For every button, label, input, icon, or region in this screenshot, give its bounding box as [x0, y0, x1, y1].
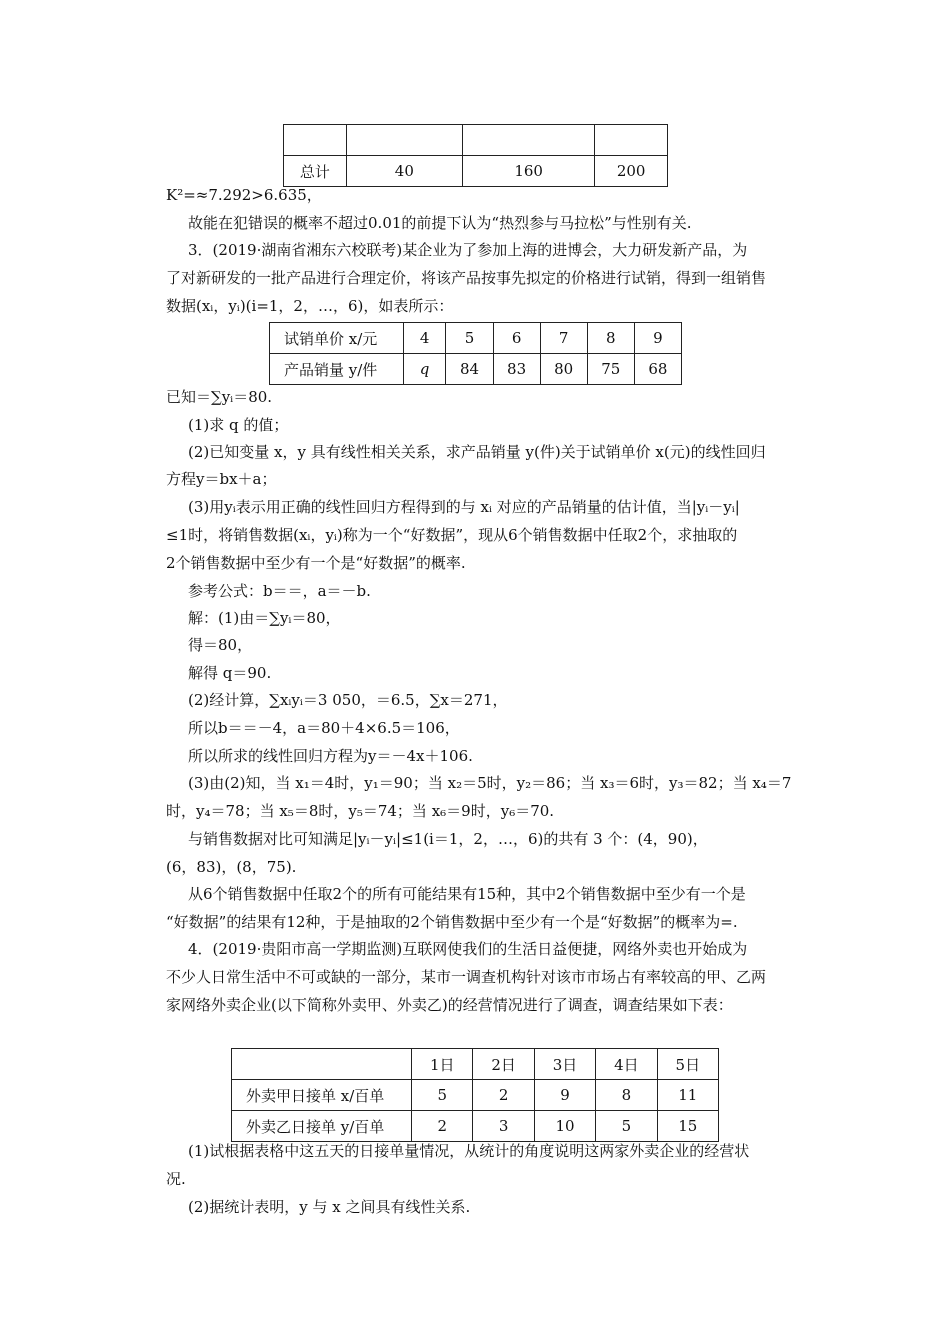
table-cell: 7 [540, 323, 587, 354]
solution-line: (6，83)，(8，75). [166, 858, 297, 876]
table-cell: 2 [473, 1080, 534, 1111]
problem4-question-1-line2: 况. [166, 1170, 186, 1188]
problem4-intro-line1: 4．(2019·贵阳市高一学期监测)互联网使我们的生活日益便捷，网络外卖也开始成为 [188, 940, 748, 958]
table-row-label: 外卖乙日接单 y/百单 [232, 1111, 412, 1142]
table-header-cell: 4日 [596, 1049, 657, 1080]
table-row [284, 125, 668, 156]
problem4-question-2: (2)据统计表明，y 与 x 之间具有线性关系. [188, 1198, 471, 1216]
reference-formula: 参考公式：b＝＝，a＝－b. [188, 582, 371, 600]
solution-line: 所以b＝＝－4，a＝80＋4×6.5＝106， [188, 719, 460, 737]
table-cell: 8 [596, 1080, 657, 1111]
solution-line: 时，y₄＝78；当 x₅＝8时，y₅＝74；当 x₆＝9时，y₆＝70. [166, 802, 555, 820]
conclusion-text: 故能在犯错误的概率不超过0.01的前提下认为“热烈参与马拉松”与性别有关. [188, 214, 692, 232]
question-3-line2: ≤1时，将销售数据(xᵢ，yᵢ)称为一个“好数据”，现从6个销售数据中任取2个，求抽取的 [166, 526, 738, 544]
table-cell: q [403, 354, 446, 385]
problem3-intro-line3: 数据(xᵢ，yᵢ)(i=1，2，…，6)，如表所示： [166, 297, 454, 315]
table-cell: 3 [473, 1111, 534, 1142]
table-cell: 10 [534, 1111, 595, 1142]
question-2-line2: 方程y＝bx＋a； [166, 470, 277, 488]
table-cell: 68 [634, 354, 681, 385]
table-header-cell: 3日 [534, 1049, 595, 1080]
question-3-line3: 2个销售数据中至少有一个是“好数据”的概率. [166, 554, 466, 572]
problem4-question-1-line1: (1)试根据表格中这五天的日接单量情况，从统计的角度说明这两家外卖企业的经营状 [188, 1142, 750, 1160]
table-cell: 5 [596, 1111, 657, 1142]
table-header-cell: 5日 [657, 1049, 718, 1080]
table-cell: 15 [657, 1111, 718, 1142]
k2-statistic: K²=≈7.292>6.635， [166, 186, 322, 204]
solution-line: 从6个销售数据中任取2个的所有可能结果有15种，其中2个销售数据中至少有一个是 [188, 885, 746, 903]
solution-line: 与销售数据对比可知满足|yᵢ－yᵢ|≤1(i＝1，2，…，6)的共有 3 个：(4，90)， [188, 830, 708, 848]
table-row [270, 323, 682, 354]
table-cell: 200 [595, 156, 668, 187]
table-cell: 2 [412, 1111, 473, 1142]
table-cell: 4 [403, 323, 446, 354]
table-row [284, 156, 668, 187]
given-sum: 已知＝∑yᵢ＝80. [166, 388, 273, 406]
table-header-cell: 2日 [473, 1049, 534, 1080]
problem3-intro-line1: 3．(2019·湖南省湘东六校联考)某企业为了参加上海的进博会，大力研发新产品，为 [188, 241, 748, 259]
table-cell: 160 [463, 156, 595, 187]
question-1: (1)求 q 的值； [188, 416, 289, 434]
problem3-intro-line2: 了对新研发的一批产品进行合理定价，将该产品按事先拟定的价格进行试销，得到一组销售 [166, 269, 767, 287]
table-row-label: 产品销量 y/件 [270, 354, 404, 385]
table-cell: 84 [446, 354, 493, 385]
table-cell: 80 [540, 354, 587, 385]
table-cell: 5 [446, 323, 493, 354]
problem4-intro-line3: 家网络外卖企业(以下简称外卖甲、外卖乙)的经营情况进行了调查，调查结果如下表： [166, 996, 733, 1014]
solution-line: 得＝80， [188, 636, 253, 654]
table-cell: 75 [587, 354, 634, 385]
table-cell: 9 [634, 323, 681, 354]
solution-line: 解：(1)由＝∑yᵢ＝80， [188, 609, 341, 627]
table-cell: 总计 [284, 156, 347, 187]
delivery-orders-table [231, 1048, 719, 1142]
problem4-intro-line2: 不少人日常生活中不可或缺的一部分，某市一调查机构针对该市市场占有率较高的甲、乙两 [166, 968, 767, 986]
table-header-cell: 1日 [412, 1049, 473, 1080]
solution-line: (2)经计算，∑xᵢyᵢ＝3 050，＝6.5，∑x＝271， [188, 691, 508, 709]
question-3-line1: (3)用yᵢ表示用正确的线性回归方程得到的与 xᵢ 对应的产品销量的估计值，当|yᵢ－yᵢ| [188, 498, 740, 516]
table-row [232, 1049, 719, 1080]
table-cell: 40 [346, 156, 462, 187]
sales-table [269, 322, 682, 385]
contingency-table-tail [283, 124, 668, 187]
table-cell: 11 [657, 1080, 718, 1111]
table-cell: 83 [493, 354, 540, 385]
table-header-cell [232, 1049, 412, 1080]
table-row-label: 外卖甲日接单 x/百单 [232, 1080, 412, 1111]
solution-line: 所以所求的线性回归方程为y＝－4x＋106. [188, 747, 473, 765]
table-cell: 8 [587, 323, 634, 354]
solution-line: (3)由(2)知，当 x₁＝4时，y₁＝90；当 x₂＝5时，y₂＝86；当 x₃＝6时，y₃＝82；当 x₄＝7 [188, 774, 792, 792]
table-row [232, 1080, 719, 1111]
solution-line: 解得 q＝90. [188, 664, 272, 682]
table-cell [463, 125, 595, 156]
table-cell [595, 125, 668, 156]
solution-line: “好数据”的结果有12种，于是抽取的2个销售数据中至少有一个是“好数据”的概率为=. [166, 913, 738, 931]
table-row [270, 354, 682, 385]
table-cell: 5 [412, 1080, 473, 1111]
table-cell [284, 125, 347, 156]
table-row-label: 试销单价 x/元 [270, 323, 404, 354]
table-cell: 6 [493, 323, 540, 354]
table-row [232, 1111, 719, 1142]
table-cell [346, 125, 462, 156]
question-2-line1: (2)已知变量 x，y 具有线性相关关系，求产品销量 y(件)关于试销单价 x(元)的线性回归 [188, 443, 766, 461]
table-cell: 9 [534, 1080, 595, 1111]
